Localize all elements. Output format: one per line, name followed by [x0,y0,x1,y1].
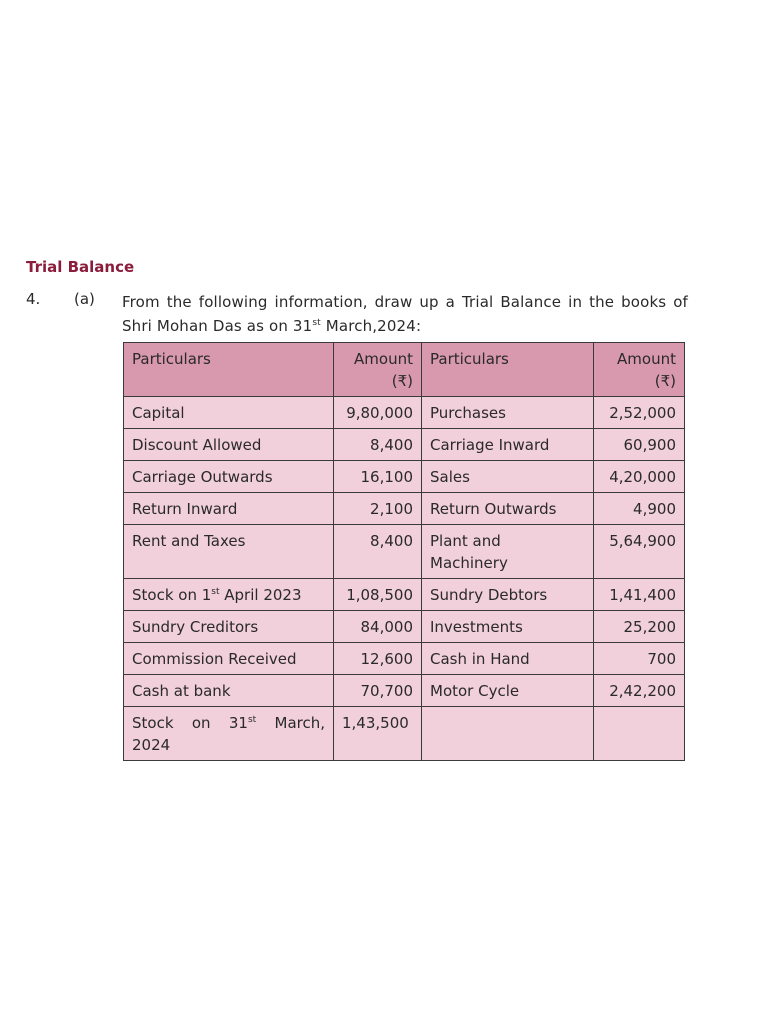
row-left-particular: Cash at bank [124,675,334,707]
row-left-particular: Discount Allowed [124,429,334,461]
row-right-particular: Sales [422,461,594,493]
row-left-amount: 2,100 [334,493,422,525]
header-amount-right [594,343,685,397]
row-right-particular: Motor Cycle [422,675,594,707]
row-left-particular: Carriage Outwards [124,461,334,493]
row-right-amount: 700 [594,643,685,675]
row-right-amount: 4,900 [594,493,685,525]
row-left-text-pre: Stock on 31 [132,714,248,732]
table-row [124,525,685,579]
row-right-amount: 4,20,000 [594,461,685,493]
table-row [124,611,685,643]
row-left-amount: 16,100 [334,461,422,493]
row-right-particular: Return Outwards [422,493,594,525]
row-left-amount: 84,000 [334,611,422,643]
row-right-amount: 25,200 [594,611,685,643]
row-left-text-post: March, 2024 [132,714,325,754]
header-amount-left [334,343,422,397]
row-right-amount: 2,42,200 [594,675,685,707]
table-row [124,579,685,611]
table-row [124,461,685,493]
table-row [124,707,685,761]
row-left-text-pre: Stock on 1 [132,586,212,604]
row-left-text-sup: st [211,587,220,597]
table-row [124,643,685,675]
trial-balance-table [123,342,685,761]
table-header-row [124,343,685,397]
row-left-particular: Sundry Creditors [124,611,334,643]
question-number: 4. [26,290,41,308]
header-amount-left-unit: (₹) [391,372,413,390]
row-left-particular: Rent and Taxes [124,525,334,579]
question-text-before: From the following information, draw up a Trial Balance in the books of Shri Mohan Das as on 31 [122,293,688,335]
table-row [124,429,685,461]
row-right-amount: 5,64,900 [594,525,685,579]
header-amount-left-label: Amount [354,350,413,368]
row-left-amount: 9,80,000 [334,397,422,429]
question-text-sup: st [312,318,321,328]
header-particulars-right: Particulars [422,343,594,397]
table-row [124,675,685,707]
row-right-particular: Investments [422,611,594,643]
row-left-amount: 70,700 [334,675,422,707]
row-left-amount: 8,400 [334,525,422,579]
row-left-particular [124,579,334,611]
row-left-amount: 12,600 [334,643,422,675]
row-right-particular: Cash in Hand [422,643,594,675]
row-right-particular-line1: Plant and [430,532,501,550]
header-amount-right-unit: (₹) [654,372,676,390]
row-right-particular: Purchases [422,397,594,429]
row-left-particular: Commission Received [124,643,334,675]
row-left-amount: 1,08,500 [334,579,422,611]
row-left-text-sup: st [247,715,257,725]
row-left-particular: Capital [124,397,334,429]
row-left-particular [124,707,334,761]
row-right-amount: 60,900 [594,429,685,461]
header-particulars-left: Particulars [124,343,334,397]
row-right-amount: 1,41,400 [594,579,685,611]
row-right-particular: Sundry Debtors [422,579,594,611]
table-row [124,397,685,429]
question-text-after: March,2024: [320,317,422,335]
section-title: Trial Balance [26,258,135,276]
row-left-text-post: April 2023 [219,586,302,604]
row-right-amount: 2,52,000 [594,397,685,429]
row-left-particular: Return Inward [124,493,334,525]
row-right-amount [594,707,685,761]
row-right-particular: Carriage Inward [422,429,594,461]
header-amount-right-label: Amount [617,350,676,368]
question-text [122,290,688,338]
row-right-particular [422,707,594,761]
row-right-particular [422,525,594,579]
row-left-amount: 8,400 [334,429,422,461]
question-part: (a) [74,290,95,308]
row-right-particular-line2: Machinery [430,554,508,572]
table-row [124,493,685,525]
row-left-amount: 1,43,500 [334,707,422,761]
